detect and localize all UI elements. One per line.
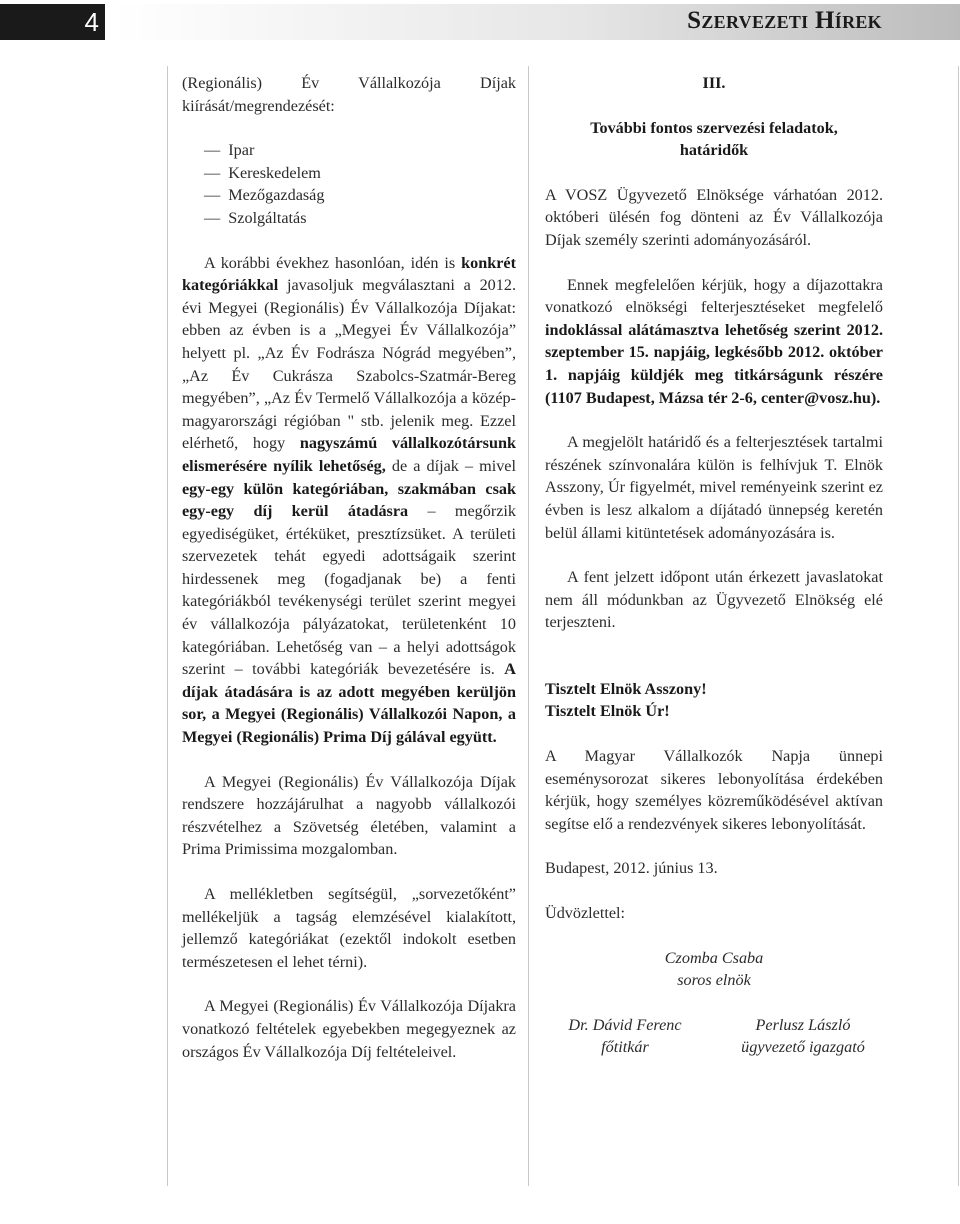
- signature-secretary: [545, 1014, 705, 1059]
- text-span: javasoljuk megválasztani a 2012. évi Megyei (Regionális) Év Vállalkozója Díjakat: ebben az évben is a „Megyei Év Vállalkozója” helyett pl. „Az Év Fodrásza Nógrád megyében”, „Az Év Cukrásza Szabolcs-Szatmár-Bereg megyében”, „Az Év Termelő Vállalkozója a közép-magyarországi régióban " stb. jelenik meg. Ezzel elérhető, hogy: [182, 276, 516, 453]
- text-span: de a díjak – mivel: [385, 456, 516, 475]
- signer-title: soros elnök: [677, 971, 751, 990]
- list-item: — Kereskedelem: [204, 162, 516, 185]
- column-divider: [528, 66, 529, 1186]
- signer-name: Dr. Dávid Ferenc: [568, 1015, 682, 1034]
- signer-title: ügyvezető igazgató: [741, 1038, 865, 1057]
- paragraph-system: A Megyei (Regionális) Év Vállalkozója Díjak rendszere hozzájárulhat a nagyobb vállalkozói részvételhez a Szövetség életében, valamint a Prima Primissima mozgalomban.: [182, 772, 516, 859]
- bold-span: egy-egy külön kategóriában, szakmában csak egy-egy díj kerül átadásra: [182, 479, 516, 521]
- list-item: — Mezőgazdaság: [204, 184, 516, 207]
- frame-right-rule: [958, 66, 959, 1186]
- closing: Üdvözlettel:: [545, 904, 626, 923]
- bold-span: nagyszámú vállalkozótársunk elismerésére nyílik lehetőség,: [182, 434, 516, 475]
- section-number: III.: [702, 74, 726, 92]
- paragraph-event: A Magyar Vállalkozók Napja ünnepi eseménysorozat sikeres lebonyolítása érdekében kérjük, hogy személyes közreműködésével aktívan segítse elő a rendezvények sikeres lebonyolítását.: [545, 747, 883, 833]
- text-span: – megőrzik egyediségüket, értéküket, presztízsüket. A területi szervezetek tehát egyedi adottságaik szerint hirdessenek meg (fogadjanak be) a fenti kategóriákból tevékenységi terület szerint megyei év vállalkozója pályázatokat, területenként 10 kategóriában. Lehetőség van – a helyi adottságok szerint – további kategóriák bevezetésére is.: [182, 502, 516, 679]
- signature-president: [614, 947, 814, 992]
- intro-text: (Regionális) Év Vállalkozója Díjak kiírását/megrendezését:: [182, 74, 516, 115]
- list-item: — Ipar: [204, 139, 516, 162]
- right-column: [545, 72, 883, 1059]
- letter-date: Budapest, 2012. június 13.: [545, 859, 718, 878]
- page-header: [0, 0, 960, 44]
- paragraph-attachment: A mellékletben segítségül, „sorvezetőként” mellékeljük a tagság elemzésével kialakított, jellemző kategóriákat (ezektől indokolt esetben természetesen el lehet térni).: [182, 885, 516, 971]
- text-span: Ennek megfelelően kérjük, hogy a díjazottakra vonatkozó elnökségi felterjesztéseket megfelelő: [545, 275, 883, 317]
- salutation: Tisztelt Elnök Asszony!: [545, 679, 707, 698]
- salutation: Tisztelt Elnök Úr!: [545, 702, 670, 721]
- signer-name: Czomba Csaba: [664, 948, 764, 967]
- text-span: A korábbi évekhez hasonlóan, idén is: [204, 253, 462, 272]
- page-number: 4: [0, 4, 105, 40]
- category-list: [204, 139, 516, 229]
- signer-name: Perlusz László: [755, 1015, 851, 1034]
- paragraph-categories: [182, 252, 516, 749]
- paragraph-quality: A megjelölt határidő és a felterjesztések tartalmi részének színvonalára külön is felhívjuk T. Elnök Asszony, Úr figyelmét, mivel reményeink szerint ez évben is lesz alkalom a díjátadó ünnepség keretén belül állami kitüntetések adományozására is.: [545, 433, 883, 542]
- paragraph-late: A fent jelzett időpont után érkezett javaslatokat nem áll módunkban az Ügyvezető Elnökség elé terjeszteni.: [545, 568, 883, 632]
- frame-left-rule: [167, 66, 168, 1186]
- paragraph-conditions: A Megyei (Regionális) Év Vállalkozója Díjakra vonatkozó feltételek egyebekben megegyeznek az országos Év Vállalkozója Díj feltételeivel.: [182, 997, 516, 1061]
- paragraph-board: A VOSZ Ügyvezető Elnöksége várhatóan 2012. októberi ülésén fog dönteni az Év Vállalkozója Díjak személy szerinti adományozásáról.: [545, 185, 883, 249]
- bold-span: konkrét kategóriákkal: [182, 253, 516, 295]
- section-title: További fontos szervezési feladatok, határidők: [590, 118, 838, 160]
- signer-title: főtitkár: [601, 1038, 649, 1057]
- signature-director: [723, 1014, 883, 1059]
- list-item: — Szolgáltatás: [204, 207, 516, 230]
- bold-span: indoklással alátámasztva lehetőség szerint 2012. szeptember 15. napjáig, legkésőbb 2012. október 1. napjáig küldjék meg titkárságunk részére (1107 Budapest, Mázsa tér 2-6, center@vosz.hu).: [545, 320, 883, 407]
- paragraph-deadline: [545, 274, 883, 410]
- left-column: [182, 72, 516, 1063]
- bold-span: A díjak átadására is az adott megyében kerüljön sor, a Megyei (Regionális) Vállalkozói Napon, a Megyei (Regionális) Prima Díj gálával együtt.: [182, 660, 516, 747]
- signature-row: [545, 1014, 883, 1059]
- publication-title: Szervezeti Hírek: [687, 7, 882, 34]
